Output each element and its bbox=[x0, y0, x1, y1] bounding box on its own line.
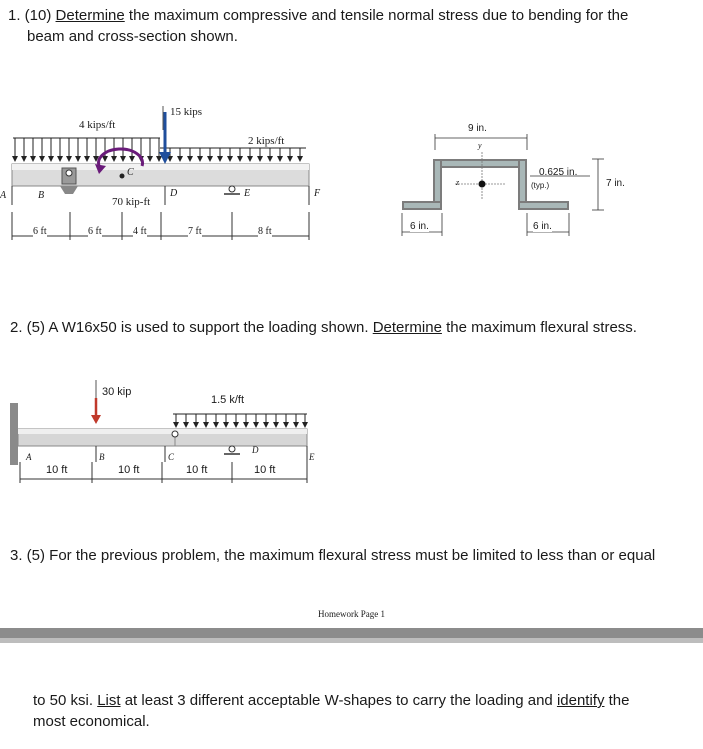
section-top-width: 9 in. bbox=[468, 123, 487, 134]
q2-dim-label-2: 10 ft bbox=[118, 464, 140, 476]
page-footer: Homework Page 1 bbox=[318, 609, 385, 619]
dim-label-5: 8 ft bbox=[258, 226, 272, 237]
z-axis-label: z bbox=[456, 178, 460, 187]
q2-dim-label-1: 10 ft bbox=[46, 464, 68, 476]
point-label-e: E bbox=[244, 188, 251, 199]
page-break-shadow bbox=[0, 638, 703, 643]
fixed-wall bbox=[10, 403, 18, 465]
q2-point-label-c: C bbox=[168, 452, 175, 462]
question-3-line-1: 3. (5) For the previous problem, the maximum flexural stress must be limited to less than or equal bbox=[10, 547, 656, 564]
point-label-a: A bbox=[0, 190, 7, 201]
dim-label-4: 7 ft bbox=[188, 226, 202, 237]
point-label-f: F bbox=[314, 188, 321, 199]
left-flange-width: 6 in. bbox=[410, 221, 429, 232]
dim-label-1: 6 ft bbox=[33, 226, 47, 237]
dim-label-2: 6 ft bbox=[88, 226, 102, 237]
load-label-15-kips: 15 kips bbox=[170, 106, 203, 118]
identify-word: identify bbox=[556, 692, 605, 709]
y-axis-label: y bbox=[478, 141, 482, 150]
determine-word: Determine bbox=[55, 7, 125, 24]
dim-label-3: 4 ft bbox=[133, 226, 147, 237]
point-load-30-kip bbox=[91, 380, 101, 424]
point-label-b: B bbox=[38, 190, 45, 201]
point-label-c: C bbox=[127, 167, 134, 178]
load-label-30-kip: 30 kip bbox=[102, 386, 132, 398]
q2-point-label-e: E bbox=[309, 452, 315, 462]
thickness-label: 0.625 in. bbox=[539, 167, 578, 178]
page-break-bar bbox=[0, 628, 703, 638]
q2-dim-label-4: 10 ft bbox=[254, 464, 276, 476]
determine-word-2: Determine bbox=[372, 319, 442, 336]
thickness-note: (typ.) bbox=[531, 181, 550, 190]
load-label-4-kips-ft: 4 kips/ft bbox=[79, 119, 116, 131]
hinge-c bbox=[172, 431, 178, 437]
question-2: 2. (5) A W16x50 is used to support the loading shown. Determine the maximum flexural stress. bbox=[10, 319, 637, 336]
moment-label: 70 kip-ft bbox=[112, 196, 151, 208]
point-label-d: D bbox=[170, 188, 178, 199]
question-3-line-2: to 50 ksi. List at least 3 different acceptable W-shapes to carry the loading and identify the bbox=[33, 692, 630, 709]
load-label-1-5-k-ft: 1.5 k/ft bbox=[211, 394, 245, 406]
right-flange-width: 6 in. bbox=[533, 221, 552, 232]
distributed-load-q2 bbox=[173, 414, 308, 428]
q2-point-label-d: D bbox=[252, 445, 259, 455]
roller-support-d bbox=[224, 446, 240, 454]
q2-dim-label-3: 10 ft bbox=[186, 464, 208, 476]
load-label-2-kips-ft: 2 kips/ft bbox=[248, 135, 285, 147]
q2-point-label-a: A bbox=[26, 452, 32, 462]
question-1-line-1: 1. (10) Determine the maximum compressive and tensile normal stress due to bending for the bbox=[8, 7, 629, 24]
question-3-line-3: most economical. bbox=[33, 713, 150, 730]
question-1-line-2: beam and cross-section shown. bbox=[27, 28, 238, 45]
section-height: 7 in. bbox=[606, 178, 625, 189]
list-word: List bbox=[97, 692, 121, 709]
q2-point-label-b: B bbox=[99, 452, 105, 462]
